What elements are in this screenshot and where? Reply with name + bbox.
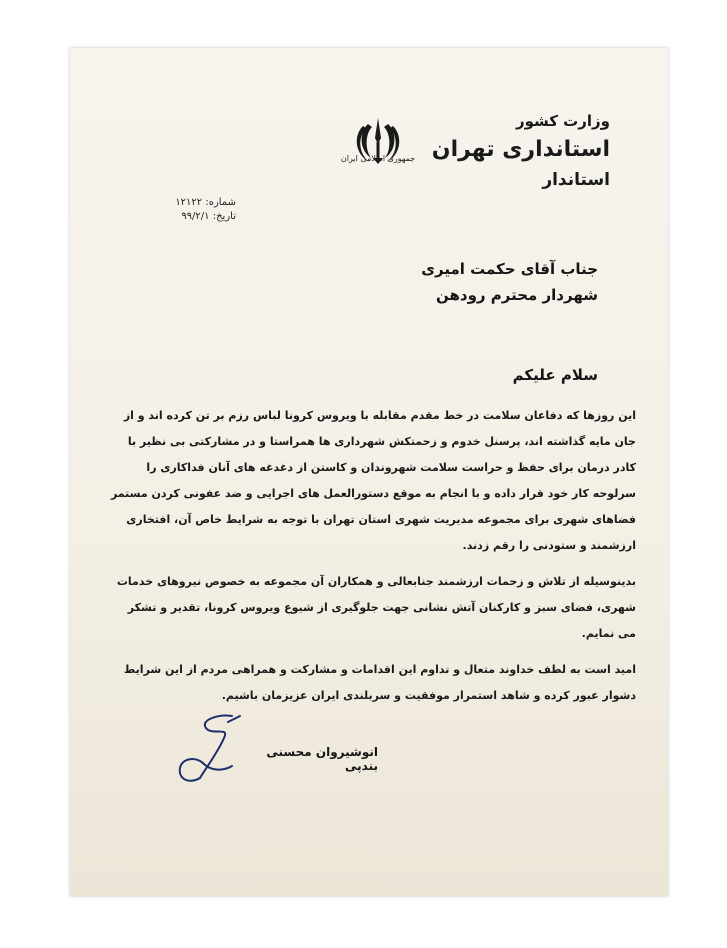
reference-block [146,196,236,224]
letterhead-block [430,112,610,190]
addressee-title: شهردار محترم رودهن [435,286,598,304]
governorate-name: استانداری تهران [431,137,610,162]
body-paragraph: این روزها که دفاعان سلامت در خط مقدم مقابله با ویروس کرونا لباس رزم بر تن کرده اند و از جان مایه گذاشته اند، پرسنل خدوم و زحمتکش شهرداری ها همراستا و در مشارکتی بی نظیر با کادر درمان برای حفظ و حراست سلامت شهروندان و کاستن از دغدغه های آنان فداکاری را سرلوحه کار خود قرار داده و با انجام به موقع دستورالعمل های اجرایی و ضد عفونی کردن مستمر فضاهای شهری برای مجموعه مدیریت شهری استان تهران با توجه به شرایط خاص آن، افتخاری ارزشمند و ستودنی را رقم زدند. [110,409,636,552]
body-paragraph: بدینوسیله از تلاش و زحمات ارزشمند جنابعالی و همکاران آن مجموعه به خصوص نیروهای خدمات شهری، فضای سبز و کارکنان آتش نشانی جهت جلوگیری از شیوع ویروس کرونا، تقدیر و تشکر می نمایم. [116,575,636,640]
addressee-block [278,256,598,308]
republic-label: جمهوری اسلامی ایران [340,154,416,163]
addressee-name: جناب آقای حکمت امیری [421,260,598,278]
letter-page [70,48,668,896]
reference-number: شماره: ۱۲۱۲۲ [175,197,236,208]
letter-body [108,403,636,719]
reference-date: تاریخ: ۹۹/۲/۱ [181,211,236,222]
signatory-name: انوشیروان محسنی بندپی [266,745,378,773]
office-title: استاندار [542,170,610,190]
body-paragraph: امید است به لطف خداوند متعال و تداوم این اقدامات و مشارکت و همراهی مردم از این شرایط دشوار عبور کرده و شاهد استمرار موفقیت و سربلندی ایران عزیزمان باشیم. [123,663,636,702]
ministry-name: وزارت کشور [515,112,610,130]
greeting: سلام علیکم [512,366,598,384]
